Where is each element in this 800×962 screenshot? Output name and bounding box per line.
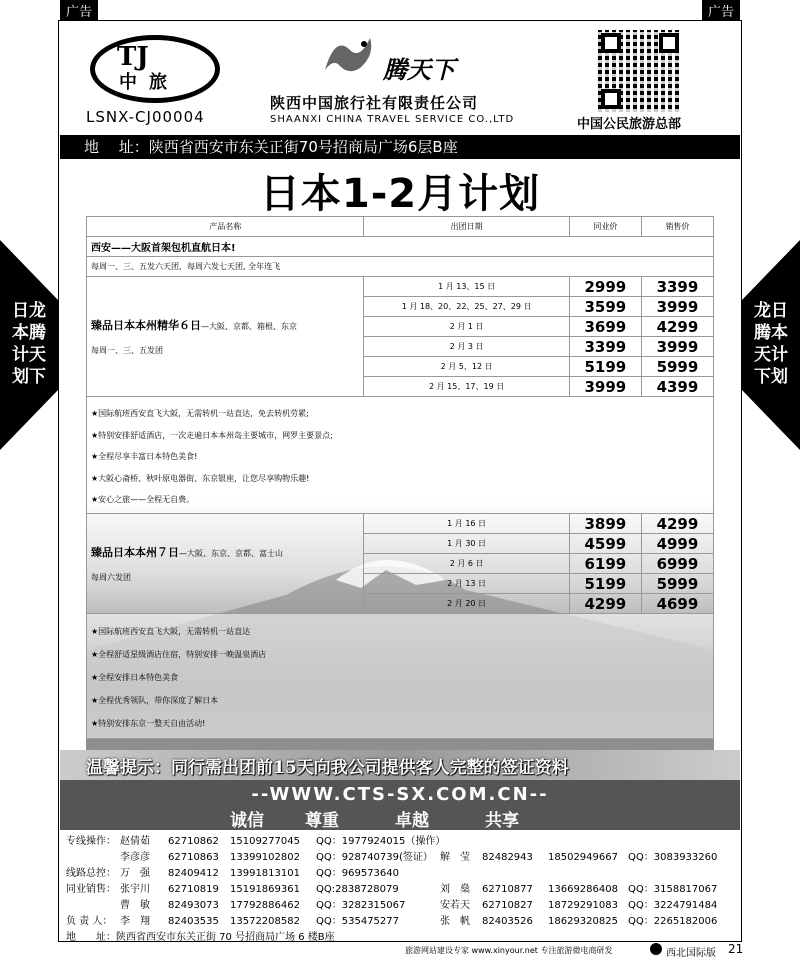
license-number: LSNX-CJ00004: [86, 108, 205, 126]
tour2-trade-price: 4599: [569, 534, 641, 554]
contact-role: 同业销售：: [66, 884, 116, 895]
tour1-note: ★大阪心斋桥、秋叶原电器街、东京银座，让您尽享购物乐趣!: [91, 473, 310, 483]
contact-tel: 62710862: [168, 836, 219, 847]
contact-tel: 62710877: [482, 884, 533, 895]
side-right-line: 腾本: [754, 323, 788, 343]
tour-price-table: [86, 216, 714, 739]
address-bar: [60, 135, 740, 159]
tour2-date: 2 月 20 日: [364, 594, 569, 614]
side-triangle-right-top: [742, 240, 800, 300]
contact-row: [440, 882, 717, 898]
contact-qq: QQ：3083933260: [628, 852, 718, 863]
contact-tel: 62710863: [168, 852, 219, 863]
tour2-note: ★全程安排日本特色美食: [91, 673, 179, 682]
contact-qq: QQ：3282315067: [316, 900, 406, 911]
side-right-line: 龙日: [754, 301, 788, 321]
tour2-note: ★全程优秀领队，带你深度了解日本: [91, 696, 219, 705]
tour1-retail-price: 4299: [641, 317, 713, 337]
contact-row: [440, 898, 717, 914]
company-values: [230, 806, 519, 831]
tour2-trade-price: 6199: [569, 554, 641, 574]
contact-name: 李 翔: [120, 916, 150, 927]
contact-mobile: 13572208582: [230, 916, 300, 927]
contact-role: 负 责 人：: [66, 916, 113, 927]
contact-tel: 82403535: [168, 916, 219, 927]
company-name-cn: 陕西中国旅行社有限责任公司: [270, 94, 479, 112]
side-triangle-left-bottom: [0, 390, 58, 450]
contact-mobile: 15191869361: [230, 884, 300, 895]
tour2-schedule: 每周六发团: [91, 573, 131, 582]
side-left-line: 计天: [12, 345, 46, 365]
contact-qq: QQ：969573640: [316, 868, 400, 879]
contact-tel: 62710819: [168, 884, 219, 895]
tour1-schedule: 每周一、三、五发团: [91, 346, 163, 355]
contact-name: 李彦彦: [120, 852, 150, 863]
side-triangle-right-bottom: [742, 390, 800, 450]
tour2-note: ★全程舒适星级酒店住宿，特别安排一晚温泉酒店: [91, 650, 267, 659]
contact-qq: QQ：3224791484: [628, 900, 718, 911]
tour2-retail-price: 6999: [641, 554, 713, 574]
contact-qq: QQ：535475277: [316, 916, 400, 927]
tour1-trade-price: 3399: [569, 337, 641, 357]
header-product: 产品名称: [87, 217, 364, 237]
dragon-emblem-icon: [320, 30, 380, 80]
tour1-retail-price: 3999: [641, 297, 713, 317]
contact-name: 刘 燊: [440, 884, 470, 895]
contacts-left: [66, 834, 445, 946]
contact-name: 赵倩茹: [120, 836, 150, 847]
visa-reminder: 温馨提示：同行需出团前15天向我公司提供客人完整的签证资料: [86, 758, 569, 778]
header-trade: 同业价: [569, 217, 641, 237]
contact-qq: QQ：3158817067: [628, 884, 718, 895]
contact-mobile: 18729291083: [548, 900, 618, 911]
contact-name: 张宇川: [120, 884, 150, 895]
tour1-date: 2 月 1 日: [364, 317, 569, 337]
company-logo: [90, 35, 220, 103]
edition-dot-icon: [650, 943, 662, 955]
company-name-en: SHAANXI CHINA TRAVEL SERVICE CO.,LTD: [270, 114, 515, 125]
tour2-note: ★国际航班西安直飞大阪，无需转机一站直达: [91, 627, 251, 636]
side-triangle-left-top: [0, 240, 58, 300]
tour1-date: 1 月 13、15 日: [364, 277, 569, 297]
contact-mobile: 15109277045: [230, 836, 300, 847]
header-date: 出团日期: [364, 217, 569, 237]
tour2-retail-price: 4299: [641, 514, 713, 534]
value-item: 尊重: [305, 811, 339, 831]
contact-mobile: 18502949667: [548, 852, 618, 863]
logo-monogram-icon: TJ: [117, 42, 149, 72]
contact-row: [66, 866, 445, 882]
tour2-retail-price: 4699: [641, 594, 713, 614]
tour1-note: ★特别安排舒适酒店，一次走遍日本本州岛主要城市，网罗主要景点;: [91, 430, 333, 440]
footer-address: 地 址：陕西省西安市东关正街 70 号招商局广场 6 楼B座: [66, 932, 335, 943]
ad-tag-right: 广告: [702, 0, 740, 21]
tour1-retail-price: 3999: [641, 337, 713, 357]
contact-mobile: 18629320825: [548, 916, 618, 927]
contact-mobile: 17792886462: [230, 900, 300, 911]
tour1-info: [87, 277, 364, 397]
edition-label: 西北国际版: [666, 948, 716, 959]
tour1-retail-price: 3399: [641, 277, 713, 297]
contact-mobile: 13399102802: [230, 852, 300, 863]
hq-label: 中国公民旅游总部: [577, 117, 682, 132]
tour2-note: ★特别安排东京一整天自由活动!: [91, 719, 206, 728]
tour2-name: 臻品日本本州７日: [91, 546, 179, 559]
tour1-date: 2 月 3 日: [364, 337, 569, 357]
tour2-retail-price: 4999: [641, 534, 713, 554]
contact-role: 线路总控：: [66, 868, 116, 879]
side-right-line: 下划: [754, 367, 788, 387]
tour1-route: —大阪、京都、箱根、东京: [201, 322, 297, 331]
logo-text: 中旅: [119, 72, 179, 93]
side-left-line: 本腾: [12, 323, 46, 343]
tour1-trade-price: 3699: [569, 317, 641, 337]
contact-row: [440, 850, 717, 866]
contact-name: 曹 敏: [120, 900, 150, 911]
side-text-right: [742, 300, 800, 390]
page-title: 日本1-2月计划: [259, 171, 541, 217]
contact-row: [440, 914, 717, 930]
contact-name: 安若天: [440, 900, 470, 911]
contact-row: [66, 914, 445, 930]
tour1-trade-price: 5199: [569, 357, 641, 377]
tour1-note: ★安心之旅——全程无自费。: [91, 495, 195, 504]
value-item: 卓越: [395, 811, 429, 831]
page-number: 21: [728, 942, 744, 956]
tour1-date: 2 月 5、12 日: [364, 357, 569, 377]
side-left-line: 日龙: [12, 301, 46, 321]
tour2-retail-price: 5999: [641, 574, 713, 594]
contact-qq: QQ:2838728079: [316, 884, 399, 895]
tour1-trade-price: 2999: [569, 277, 641, 297]
tour1-name: 臻品日本本州精华６日: [91, 319, 201, 332]
tour1-notes: [87, 397, 714, 514]
tour2-date: 2 月 13 日: [364, 574, 569, 594]
tour2-date: 1 月 16 日: [364, 514, 569, 534]
tour2-date: 2 月 6 日: [364, 554, 569, 574]
header-retail: 销售价: [641, 217, 713, 237]
contact-qq: QQ：1977924015（操作）: [316, 836, 446, 847]
side-text-left: [0, 300, 58, 390]
brand-slogan: 腾天下: [383, 56, 455, 84]
contacts-right: [440, 850, 717, 930]
tour2-trade-price: 3899: [569, 514, 641, 534]
tour1-trade-price: 3599: [569, 297, 641, 317]
website-url: --WWW.CTS-SX.COM.CN--: [251, 784, 549, 805]
contact-tel: 82493073: [168, 900, 219, 911]
tour1-note: ★国际航班西安直飞大阪，无需转机一站直达，免去转机劳累;: [91, 409, 309, 418]
footer-promo: 旅游网站建设专家 www.xinyour.net 专注旅游微电商研发: [405, 946, 613, 955]
contact-tel: 62710827: [482, 900, 533, 911]
tour2-route: —大阪、东京、京都、富士山: [179, 549, 283, 558]
contact-qq: QQ：928740739(签证）: [316, 852, 433, 863]
tour2-date: 1 月 30 日: [364, 534, 569, 554]
contact-role: 专线操作：: [66, 836, 116, 847]
contact-mobile: 13991813101: [230, 868, 300, 879]
contact-tel: 82482943: [482, 852, 533, 863]
contact-row: [66, 850, 445, 866]
tour2-info: [87, 514, 364, 614]
tour2-trade-price: 5199: [569, 574, 641, 594]
value-item: 诚信: [230, 811, 264, 831]
contact-row: [66, 834, 445, 850]
contact-qq: QQ：2265182006: [628, 916, 718, 927]
contact-name: 万 强: [120, 868, 150, 879]
tour1-trade-price: 3999: [569, 377, 641, 397]
side-left-line: 划下: [12, 367, 46, 387]
tour1-note: ★全程尽享丰富日本特色美食!: [91, 452, 198, 461]
tour2-notes: [87, 614, 714, 739]
tour2-trade-price: 4299: [569, 594, 641, 614]
contact-spacer: [440, 866, 717, 882]
tour1-date: 2 月 15、17、19 日: [364, 377, 569, 397]
contact-tel: 82403526: [482, 916, 533, 927]
address-text: 地 址：陕西省西安市东关正街70号招商局广场6层B座: [84, 138, 458, 156]
contact-row: [66, 898, 445, 914]
charter-title: 西安——大阪首架包机直航日本!: [87, 237, 714, 257]
tour1-retail-price: 5999: [641, 357, 713, 377]
tour1-date: 1 月 18、20、22、25、27、29 日: [364, 297, 569, 317]
contact-name: 张 帆: [440, 916, 470, 927]
charter-schedule: 每周一、三、五发六天团，每周六发七天团, 全年连飞: [87, 257, 714, 277]
tour1-retail-price: 4399: [641, 377, 713, 397]
contact-mobile: 13669286408: [548, 884, 618, 895]
contact-row: [66, 882, 445, 898]
contact-name: 解 莹: [440, 852, 470, 863]
side-right-line: 天计: [754, 345, 788, 365]
ad-tag-left: 广告: [60, 0, 98, 21]
contact-tel: 82409412: [168, 868, 219, 879]
qr-code-icon: [598, 30, 682, 112]
value-item: 共享: [485, 811, 519, 831]
